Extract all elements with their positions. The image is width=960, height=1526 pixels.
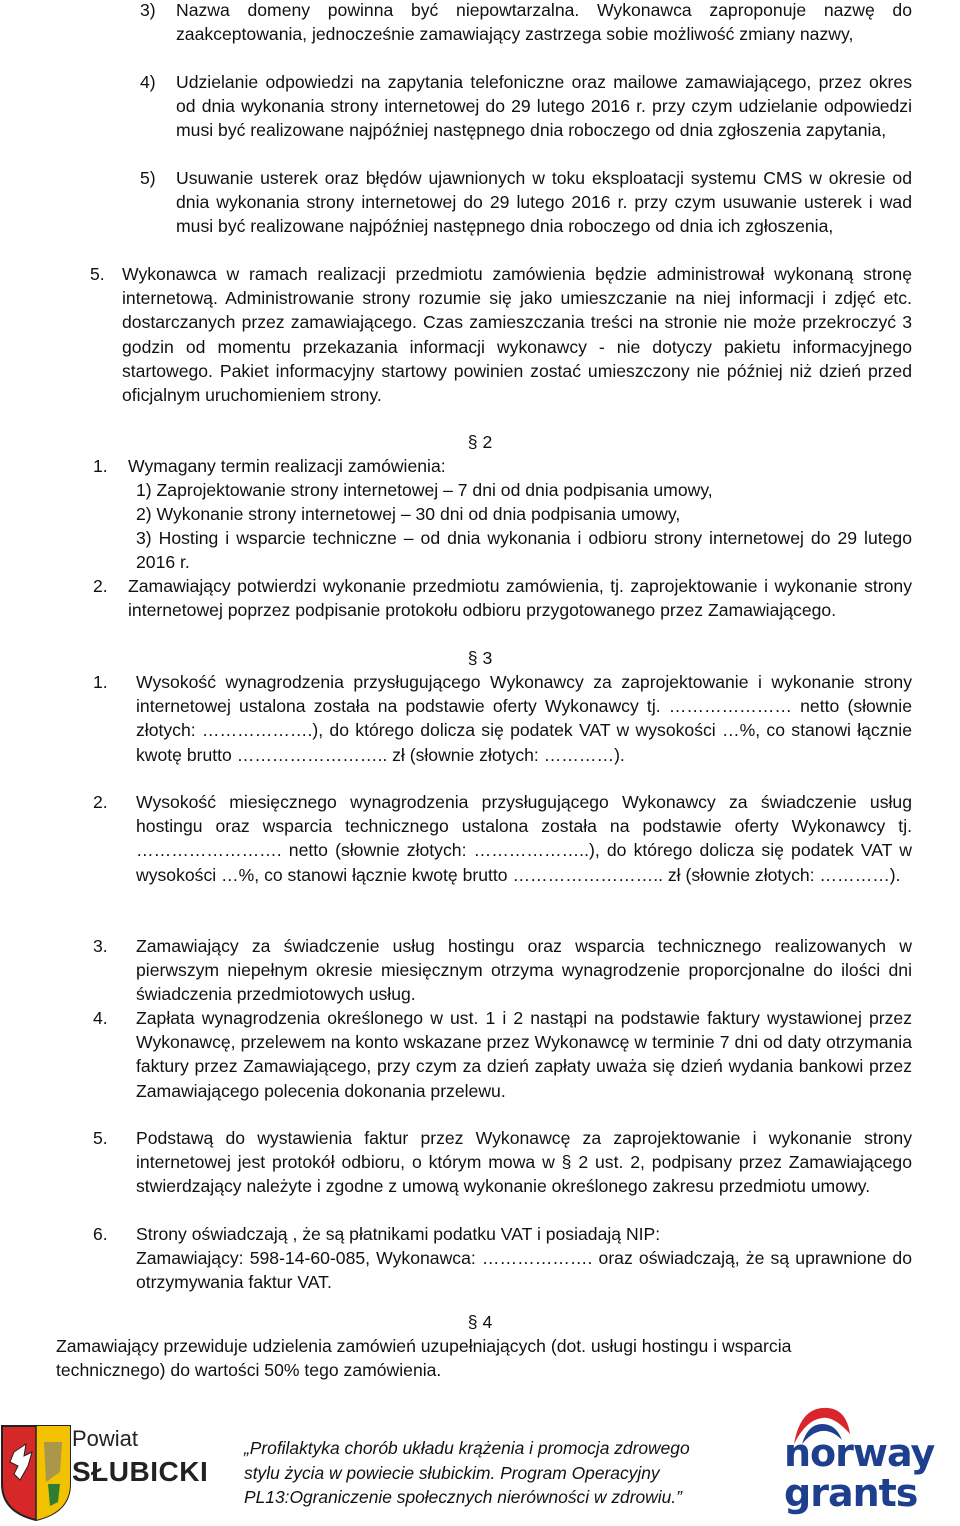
list-item: [136, 526, 912, 574]
list-item-number: 3): [140, 0, 156, 20]
powiat-label: Powiat: [72, 1426, 139, 1451]
paragraph-text: Wymagany termin realizacji zamówienia:: [128, 456, 446, 476]
paragraph-text: Zamawiający przewiduje udzielenia zamówień uzupełniających (dot. usługi hostingu i wsparcia technicznego) do wartości 50% tego zamówienia.: [56, 1336, 792, 1381]
list-item: 1) Zaprojektowanie strony internetowej – 7 dni od dnia podpisania umowy,: [136, 480, 713, 500]
paragraph-number: 4.: [93, 1008, 108, 1028]
paragraph-number: 2.: [93, 576, 108, 596]
paragraph-number: 6.: [93, 1224, 108, 1244]
program-line: „Profilaktyka chorób układu krążenia i promocja zdrowego: [244, 1438, 690, 1458]
paragraph-number: 1.: [93, 456, 108, 476]
grants-word: grants: [784, 1471, 918, 1515]
section-title: § 2: [467, 432, 493, 452]
program-line: stylu życia w powiecie słubickim. Program Operacyjny: [244, 1462, 660, 1483]
list-item-text: Nazwa domeny powinna być niepowtarzalna. Wykonawca zaproponuje nazwę do zaakceptowania, jednocześnie zamawiający zastrzega sobie możliwość zmiany nazwy,: [176, 0, 912, 45]
paragraph-text: Wysokość miesięcznego wynagrodzenia przysługującego Wykonawcy za świadczenie usług hostingu oraz wsparcia technicznego ustalona została na podstawie oferty Wykonawcy tj. ……………………. netto (słownie złotych: ………………..), do którego dolicza się podatek VAT w wysokości …%, co stanowi łącznie kwotę brutto …………………….. zł (słownie złotych: …………).: [136, 792, 912, 885]
paragraph-text: Zamawiający za świadczenie usług hostingu oraz wsparcia technicznego realizowanych w pierwszym niepełnym okresie miesięcznym otrzyma wynagrodzenie proporcjonalne do ilości dni świadczenia przedmiotowych usług.: [136, 936, 912, 1005]
program-description: [244, 1436, 690, 1510]
paragraph-number: 1.: [93, 672, 108, 692]
paragraph-text: Zapłata wynagrodzenia określonego w ust. 1 i 2 nastąpi na podstawie faktury wystawionej przez Wykonawcę, przelewem na konto wskazane przez Wykonawcę w terminie 7 dni od daty otrzymania faktury przez Zamawiającego, przy czym za dzień zapłaty uważa się dzień wydania bankowi przez Zamawiającego polecenia dokonania przelewu.: [136, 1008, 912, 1101]
powiat-slubicki-logo: [0, 1422, 230, 1522]
paragraph-number: 5.: [90, 264, 105, 284]
paragraph-number: 2.: [93, 792, 108, 812]
list-item-text: 3) Hosting i wsparcie techniczne – od dnia wykonania i odbioru strony internetowej do 29 lutego 2016 r.: [136, 528, 912, 573]
footer: [0, 1398, 960, 1526]
paragraph-text: Podstawą do wystawienia faktur przez Wykonawcę za zaprojektowanie i wykonanie strony internetowej jest protokół odbioru, o którym mowa w § 2 ust. 2, podpisany przez Zamawiającego stwierdzający należyte i zgodne z umową wykonanie określonego zakresu przedmiotu umowy.: [136, 1128, 912, 1197]
paragraph-text: Zamawiający potwierdzi wykonanie przedmiotu zamówienia, tj. zaprojektowanie i wykonanie strony internetowej poprzez podpisanie protokołu odbioru przygotowanego przez Zamawiającego.: [128, 576, 912, 621]
program-line: PL13:Ograniczenie społecznych nierówności w zdrowiu.”: [244, 1487, 682, 1507]
section-title: § 4: [467, 1312, 493, 1332]
section-title: § 3: [467, 648, 493, 668]
list-item-text: Usuwanie usterek oraz błędów ujawnionych w toku eksploatacji systemu CMS w okresie od dnia wykonania strony internetowej do 29 lutego 2016 r. przy czym usuwanie usterek i wad musi być realizowane najpóźniej następnego dnia roboczego od dnia ich zgłoszenia,: [176, 168, 912, 237]
paragraph-text: Strony oświadczają , że są płatnikami podatku VAT i posiadają NIP:: [136, 1224, 661, 1244]
paragraph-number: 5.: [93, 1128, 108, 1148]
norway-grants-logo: [780, 1404, 960, 1520]
list-item-text: Udzielanie odpowiedzi na zapytania telefoniczne oraz mailowe zamawiającego, przez okres od dnia wykonania strony internetowej do 29 lutego 2016 r. przy czym udzielanie odpowiedzi musi być realizowane najpóźniej następnego dnia roboczego od dnia zgłoszenia zapytania,: [176, 72, 912, 141]
paragraph-text: Wykonawca w ramach realizacji przedmiotu zamówienia będzie administrował wykonaną stronę internetową. Administrowanie strony rozumie się jako umieszczanie na niej informacji i zdjęć etc. dostarczanych przez zamawiającego. Czas zamieszczania treści na stronie nie może przekroczyć 3 godzin od momentu przekazania informacji wykonawcy - nie dotyczy pakietu informacyjnego startowego. Pakiet informacyjny startowy powinien zostać umieszczony nie później niż dzień przed oficjalnym uruchomieniem strony.: [122, 264, 912, 406]
paragraph-text: Wysokość wynagrodzenia przysługującego Wykonawcy za zaprojektowanie i wykonanie strony internetowej ustalona została na podstawie oferty Wykonawcy tj. ………………… netto (słownie złotych: ……………….), do którego dolicza się podatek VAT w wysokości …%, co stanowi łącznie kwotę brutto …………………….. zł (słownie złotych: …………).: [136, 672, 912, 765]
paragraph-number: 3.: [93, 936, 108, 956]
list-item-number: 5): [140, 168, 156, 188]
powiat-name: SŁUBICKI: [72, 1456, 209, 1487]
norway-word: norway: [784, 1431, 935, 1475]
coat-of-arms-icon: [0, 1422, 72, 1522]
list-item: 2) Wykonanie strony internetowej – 30 dni od dnia podpisania umowy,: [136, 504, 681, 524]
list-item-number: 4): [140, 72, 156, 92]
paragraph-text: Zamawiający: 598-14-60-085, Wykonawca: ………………. oraz oświadczają, że są uprawnione do otrzymywania faktur VAT.: [136, 1248, 912, 1293]
